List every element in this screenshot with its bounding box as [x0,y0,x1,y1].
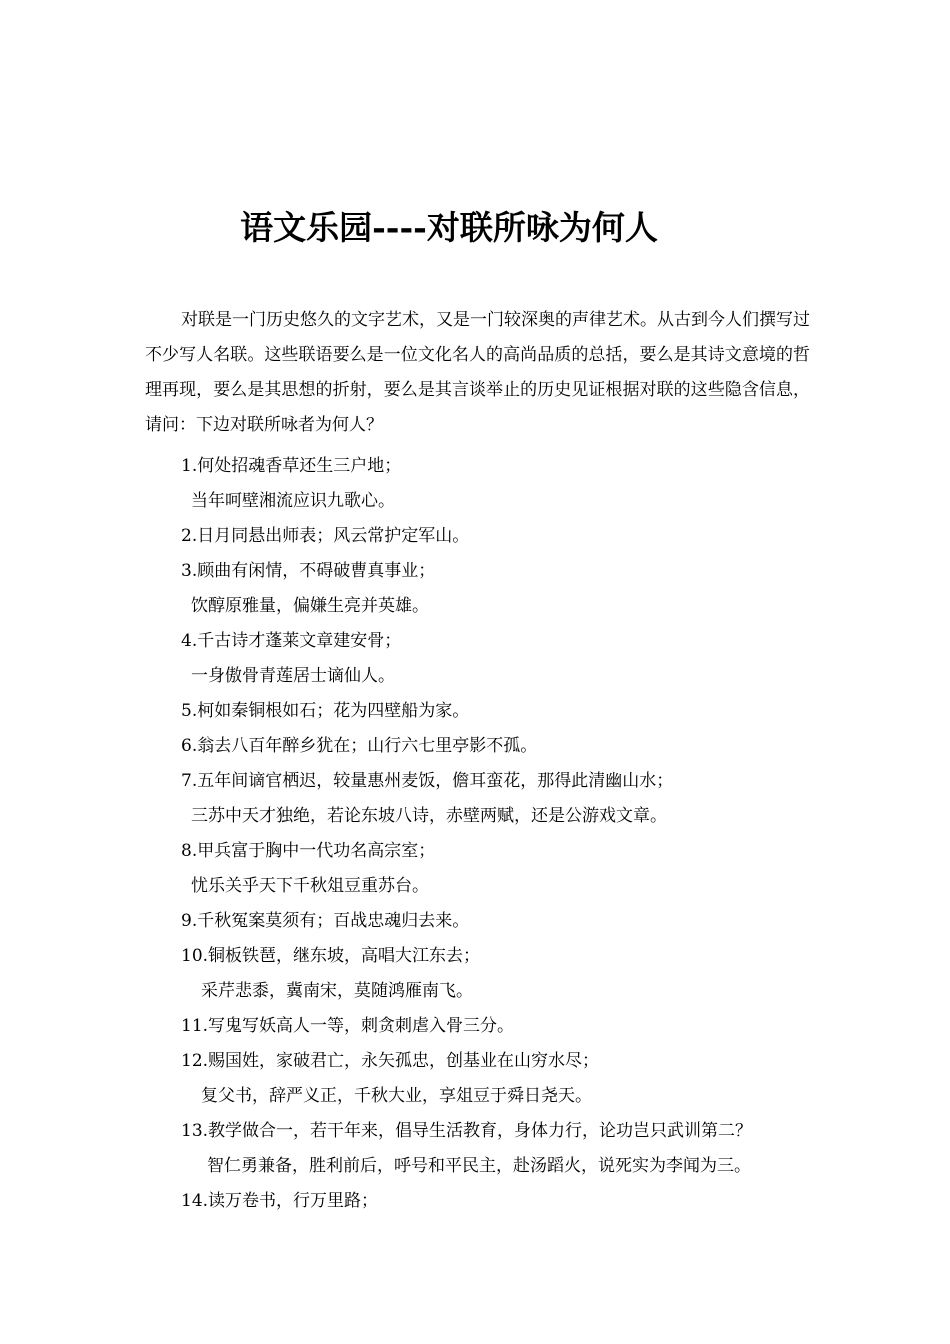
couplet-line: 复父书，辞严义正，千秋大业，享俎豆于舜日尧天。 [201,1086,592,1106]
couplet-line: 14.读万卷书，行万里路； [181,1191,379,1211]
couplet-line: 13.教学做合一，若干年来，倡导生活教育，身体力行，论功岂只武训第二？ [181,1121,753,1141]
couplet-line: 饮醇原雅量，偏嫌生亮并英雄。 [191,596,429,616]
intro-paragraph: 对联是一门历史悠久的文字艺术，又是一门较深奥的声律艺术。从古到今人们撰写过不少写人名联。这些联语要么是一位文化名人的高尚品质的总括，要么是其诗文意境的哲理再现，要么是其思想的折射，要么是其言谈举止的历史见证根据对联的这些隐含信息，请问：下边对联所咏者为何人？ [145,310,810,435]
couplet-line: 11.写鬼写妖高人一等，刺贪刺虐入骨三分。 [181,1016,515,1036]
couplet-line: 当年呵壁湘流应识九歌心。 [191,491,395,511]
couplet-line: 一身傲骨青莲居士谪仙人。 [191,666,395,686]
couplet-line: 采芹悲黍，冀南宋，莫随鸿雁南飞。 [201,981,473,1001]
couplet-line: 2.日月同悬出师表；风云常护定军山。 [181,526,470,546]
couplet-line: 8.甲兵富于胸中一代功名高宗室； [181,841,436,861]
couplet-line: 忧乐关乎天下千秋俎豆重苏台。 [191,876,429,896]
couplet-line: 5.柯如秦铜根如石；花为四壁船为家。 [181,701,470,721]
couplet-line: 9.千秋冤案莫须有；百战忠魂归去来。 [181,911,470,931]
document-title: 语文乐园----对联所咏为何人 [240,208,658,247]
couplet-line: 12.赐国姓，家破君亡，永矢孤忠，创基业在山穷水尽； [181,1051,600,1071]
couplet-line: 三苏中天才独绝，若论东坡八诗，赤壁两赋，还是公游戏文章。 [191,806,667,826]
couplet-line: 10.铜板铁琶，继东坡，高唱大江东去； [181,946,481,966]
couplet-line: 智仁勇兼备，胜利前后，呼号和平民主，赴汤蹈火，说死实为李闻为三。 [207,1156,751,1176]
couplet-list [145,449,810,1219]
couplet-line: 1.何处招魂香草还生三户地； [181,456,402,476]
couplet-line: 6.翁去八百年醉乡犹在；山行六七里亭影不孤。 [181,736,538,756]
couplet-line: 3.顾曲有闲情，不碍破曹真事业； [181,561,436,581]
couplet-line: 7.五年间谪官栖迟，较量惠州麦饭，儋耳蛮花，那得此清幽山水； [181,771,674,791]
couplet-line: 4.千古诗才蓬莱文章建安骨； [181,631,402,651]
